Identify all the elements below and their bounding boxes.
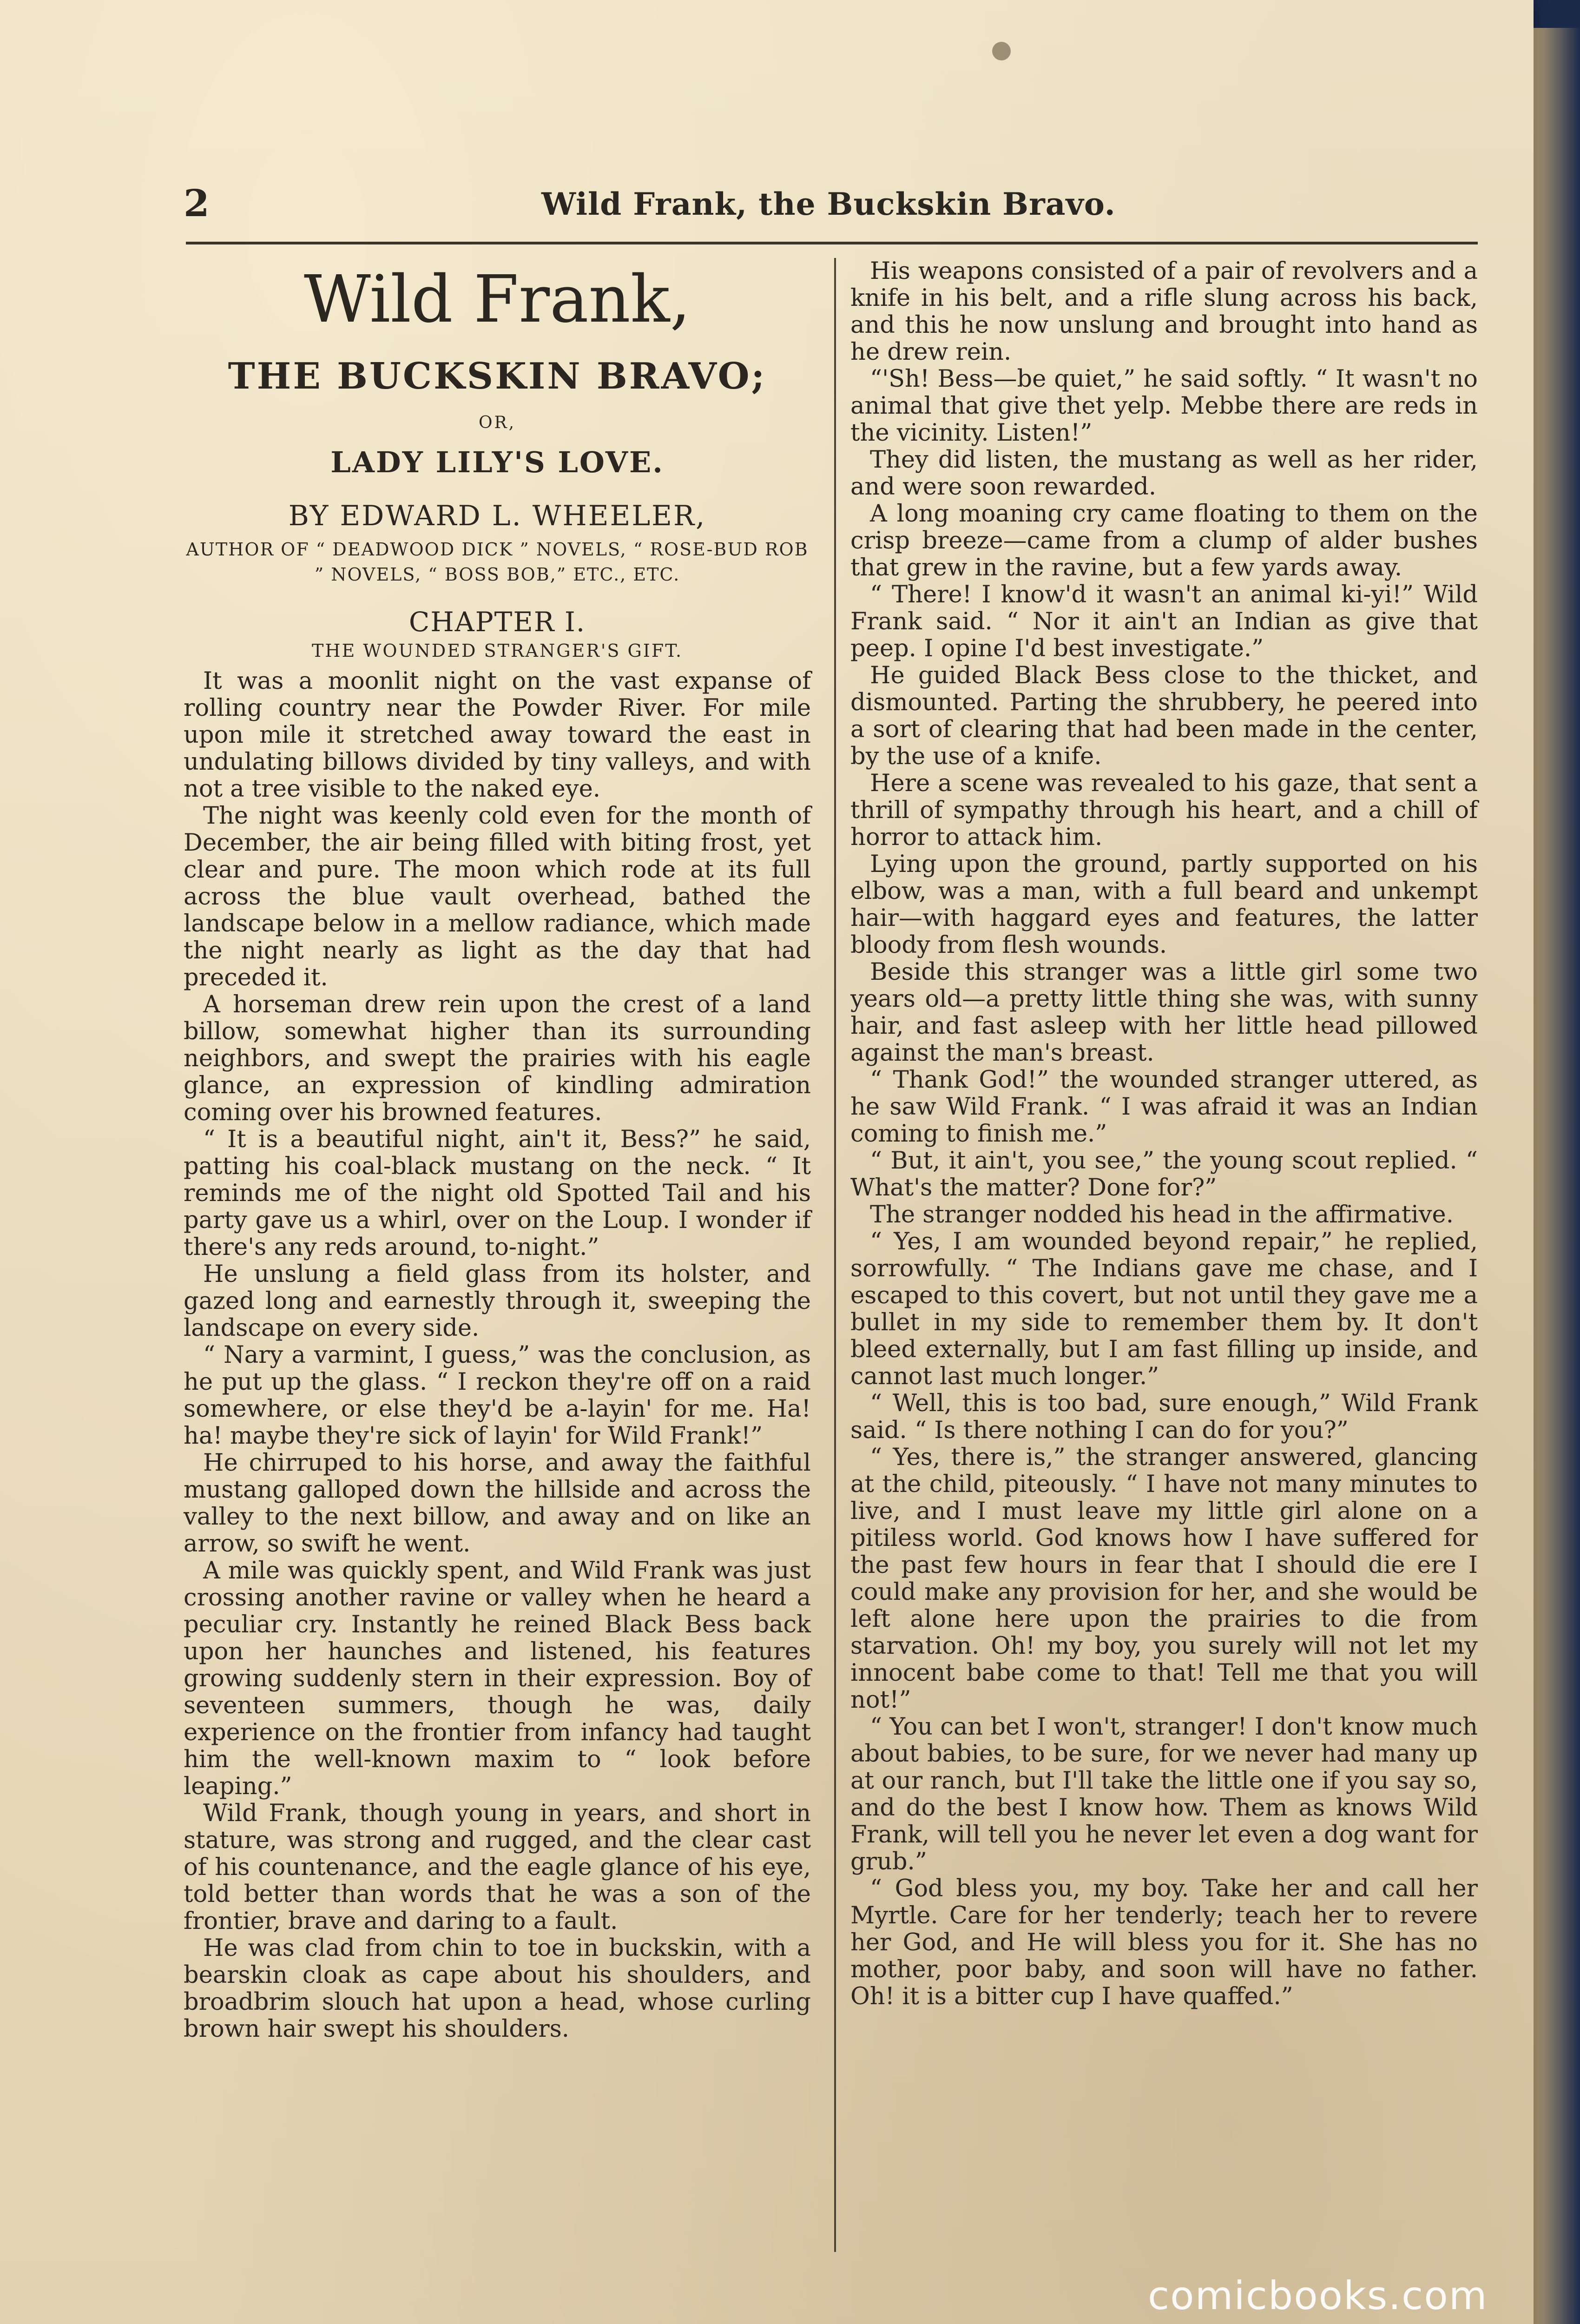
paragraph: A long moaning cry came floating to them on the crisp breeze—came from a clump of alder bushes that grew in the ravine, but a few yards away. bbox=[850, 500, 1478, 581]
paragraph: Beside this stranger was a little girl some two years old—a pretty little thing she was, with sunny hair, and fast asleep with her little head pillowed against the man's breast. bbox=[850, 958, 1478, 1067]
chapter-title: THE WOUNDED STRANGER'S GIFT. bbox=[311, 640, 683, 661]
paragraph: He chirruped to his horse, and away the faithful mustang galloped down the hillside and across the valley to the next billow, and away and on like an arrow, so swift he went. bbox=[184, 1449, 811, 1558]
paragraph: It was a moonlit night on the vast expanse of rolling country near the Powder River. For mile upon mile it stretched away toward the east in undulating billows divided by tiny valleys, and with not a tree visible to the naked eye. bbox=[184, 667, 811, 803]
paragraph: The night was keenly cold even for the month of December, the air being filled with biting frost, yet clear and pure. The moon which rode at its full across the blue vault overhead, bathed the landscape below in a mellow radiance, which made the night nearly as light as the day that had preceded it. bbox=[184, 802, 811, 991]
paragraph: “ Nary a varmint, I guess,” was the conclusion, as he put up the glass. “ I reckon they're off on a raid somewhere, or else they'd be a-layin' for me. Ha! ha! maybe they're sick of layin' for Wild Frank!” bbox=[184, 1341, 811, 1450]
story-title: Wild Frank, bbox=[303, 262, 691, 337]
paragraph: His weapons consisted of a pair of revolvers and a knife in his belt, and a rifle slung across his back, and this he now unslung and brought into hand as he drew rein. bbox=[850, 257, 1478, 366]
paragraph: “ Yes, there is,” the stranger answered, glancing at the child, piteously. “ I have not many minutes to live, and I must leave my little girl alone on a pitiless world. God knows how I have suffered for the past few hours in fear that I should die ere I could make any provision for her, and she would be left alone here upon the prairies to die from starvation. Oh! my boy, you surely will not let my innocent babe come to that! Tell me that you will not!” bbox=[850, 1444, 1478, 1714]
story-alt-title: LADY LILY'S LOVE. bbox=[330, 445, 664, 479]
paragraph: He unslung a field glass from its holster, and gazed long and earnestly through it, sweeping the landscape on every side. bbox=[184, 1261, 811, 1342]
running-title: Wild Frank, the Buckskin Bravo. bbox=[541, 186, 1116, 222]
paragraph: They did listen, the mustang as well as her rider, and were soon rewarded. bbox=[850, 446, 1478, 501]
right-column bbox=[850, 258, 1478, 2010]
paragraph: “ Well, this is too bad, sure enough,” Wild Frank said. “ Is there nothing I can do for you?” bbox=[850, 1390, 1478, 1444]
chapter-heading: CHAPTER I. bbox=[408, 606, 586, 638]
paragraph: “ Thank God!” the wounded stranger uttered, as he saw Wild Frank. “ I was afraid it was an Indian coming to finish me.” bbox=[850, 1066, 1478, 1148]
running-header bbox=[184, 181, 1485, 232]
header-rule bbox=[186, 242, 1478, 244]
paragraph: He guided Black Bess close to the thicket, and dismounted. Parting the shrubbery, he peered into a sort of clearing that had been made in the center, by the use of a knife. bbox=[850, 662, 1478, 770]
paragraph: “ You can bet I won't, stranger! I don't know much about babies, to be sure, for we never had many up at our ranch, but I'll take the little one if you say so, and do the best I know how. Them as knows Wild Frank, will tell you he never let even a dog want for grub.” bbox=[850, 1713, 1478, 1875]
column-divider bbox=[834, 258, 836, 2252]
paragraph: “ Yes, I am wounded beyond repair,” he replied, sorrowfully. “ The Indians gave me chase, and I escaped to this covert, but not until they gave me a bullet in my side to remember them by. It don't bleed externally, but I am fast filling up inside, and cannot last much longer.” bbox=[850, 1228, 1478, 1390]
paragraph: The stranger nodded his head in the affirmative. bbox=[870, 1201, 1454, 1228]
ink-stain bbox=[992, 42, 1011, 60]
paragraph: Lying upon the ground, partly supported on his elbow, was a man, with a full beard and unkempt hair—with haggard eyes and features, the latter bloody from flesh wounds. bbox=[850, 851, 1478, 959]
paragraph: “ There! I know'd it wasn't an animal ki-yi!” Wild Frank said. “ Nor it ain't an Indian as give that peep. I opine I'd best investigate.” bbox=[850, 581, 1478, 662]
left-column bbox=[184, 258, 811, 2043]
paragraph: A horseman drew rein upon the crest of a land billow, somewhat higher than its surrounding neighbors, and swept the prairies with his eagle glance, an expression of kindling admiration coming over his browned features. bbox=[184, 991, 811, 1126]
page-number: 2 bbox=[184, 181, 210, 225]
byline: BY EDWARD L. WHEELER, bbox=[288, 500, 706, 532]
author-credits: AUTHOR OF “ DEADWOOD DICK ” NOVELS, “ ROSE-BUD ROB ” NOVELS, “ BOSS BOB,” ETC., ETC. bbox=[186, 539, 809, 585]
paragraph: “ But, it ain't, you see,” the young scout replied. “ What's the matter? Done for?” bbox=[850, 1147, 1478, 1202]
paragraph: Here a scene was revealed to his gaze, that sent a thrill of sympathy through his heart, and a chill of horror to attack him. bbox=[850, 770, 1478, 851]
paragraph: “ God bless you, my boy. Take her and call her Myrtle. Care for her tenderly; teach her to revere her God, and He will bless you for it. She has no mother, poor baby, and soon will have no father. Oh! it is a bitter cup I have quaffed.” bbox=[850, 1875, 1478, 2010]
paragraph: A mile was quickly spent, and Wild Frank was just crossing another ravine or valley when he heard a peculiar cry. Instantly he reined Black Bess back upon her haunches and listened, his features growing suddenly stern in their expression. Boy of seventeen summers, though he was, daily experience on the frontier from infancy had taught him the well-known maxim to “ look before leaping.” bbox=[184, 1557, 811, 1800]
paragraph: He was clad from chin to toe in buckskin, with a bearskin cloak as cape about his shoulders, and broadbrim slouch hat upon a head, whose curling brown hair swept his shoulders. bbox=[184, 1934, 811, 2043]
site-watermark: comicbooks.com bbox=[1148, 2273, 1488, 2318]
story-subtitle: THE BUCKSKIN BRAVO; bbox=[228, 355, 767, 397]
paragraph: Wild Frank, though young in years, and short in stature, was strong and rugged, and the clear cast of his countenance, and the eagle glance of his eye, told better than words that he was a son of the frontier, brave and daring to a fault. bbox=[184, 1800, 811, 1935]
story-or: OR, bbox=[478, 413, 516, 432]
paragraph: “ It is a beautiful night, ain't it, Bess?” he said, patting his coal-black mustang on the neck. “ It reminds me of the night old Spotted Tail and his party gave us a whirl, over on the Loup. I wonder if there's any reds around, to-night.” bbox=[184, 1126, 811, 1261]
paragraph: “'Sh! Bess—be quiet,” he said softly. “ It wasn't no animal that give thet yelp. Mebbe there are reds in the vicinity. Listen!” bbox=[850, 365, 1478, 447]
